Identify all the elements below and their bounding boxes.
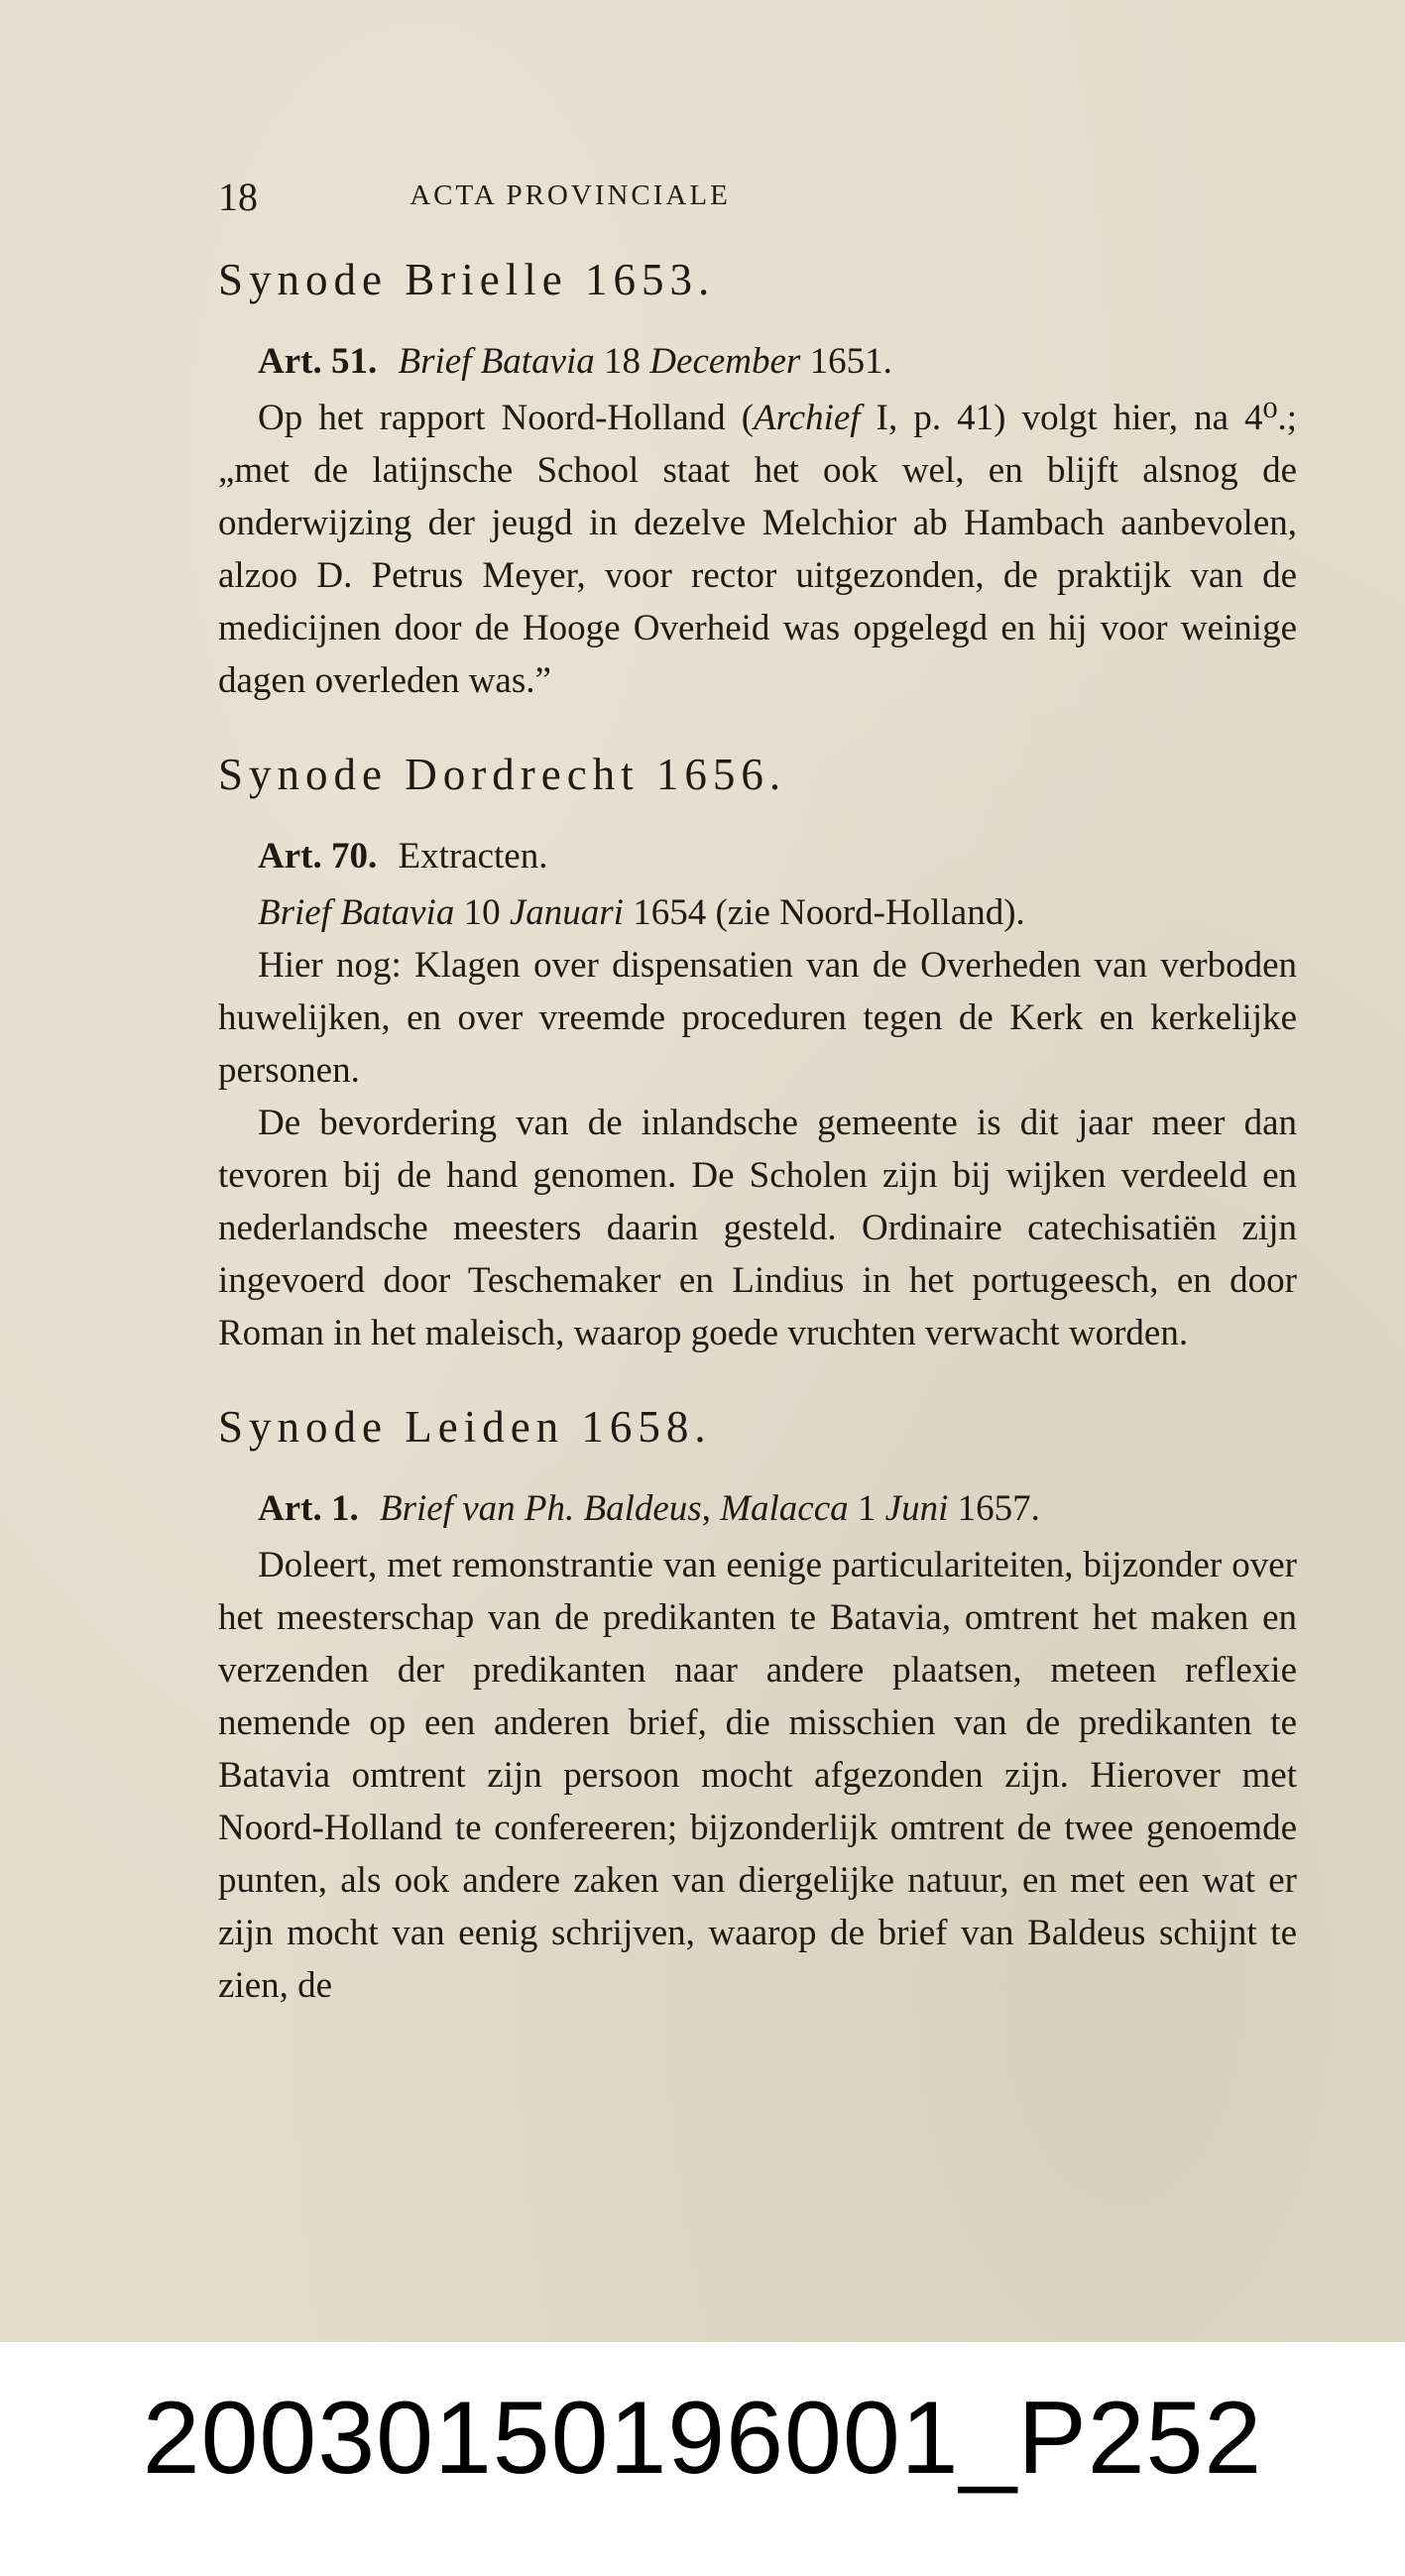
article-letter-author: Brief van Ph. Baldeus — [379, 1487, 702, 1529]
synod-heading: Synode Brielle 1653. — [218, 255, 716, 304]
letter-reference-month: Januari — [509, 892, 624, 934]
running-head: ACTA PROVINCIALE — [410, 179, 731, 211]
article-number: Art. 70. — [258, 835, 378, 877]
paragraph-text-start: Op het rapport Noord-Holland ( — [258, 398, 755, 439]
article-separator: , — [701, 1487, 721, 1529]
scan-identifier-label: 20030150196001_P252 — [142, 2381, 1263, 2496]
paragraph-text-rest: I, p. 41) volgt hier, na 4⁰.; „met de latijnsche School staat het ook wel, en blijft alsnog de onderwijzing der jeugd in dezelve Melchior ab Hambach aanbevolen, alzoo D. Petrus Meyer, voor rector uitgezonden, de praktijk van de medicijnen door de Hooge Overheid was opgelegd en hij voor weinige dagen overleden was.” — [218, 398, 1297, 702]
article-letter-title: Brief Batavia — [398, 340, 595, 382]
letter-reference — [258, 886, 1297, 939]
article-paragraph: Doleert, met remonstrantie van eenige particulariteiten, bijzonder over het meesterschap van de predikanten te Batavia, omtrent het maken en verzenden der predikanten naar andere plaatsen, meteen reflexie nemende op een anderen brief, die misschien van de predikanten te Batavia omtrent zijn persoon mocht afgezonden zijn. Hierover met Noord-Holland te confereeren; bijzonderlijk omtrent de twee genoemde punten, als ook andere zaken van diergelijke natuur, en met een wat er zijn mocht van eenig schrijven, waarop de brief van Baldeus schijnt te zien, de — [218, 1545, 1297, 2007]
paragraph-archive-ref: Archief — [754, 398, 861, 439]
article-paragraph — [218, 392, 1297, 707]
article-paragraph: Hier nog: Klagen over dispensatien van de Overheden van verboden huwelijken, en over vreemde proceduren tegen de Kerk en kerkelijke personen. — [218, 945, 1297, 1092]
article-title — [258, 1482, 1297, 1536]
article-day: 1 — [848, 1487, 885, 1529]
article-title-text: Extracten. — [398, 835, 548, 877]
article-number: Art. 51. — [258, 340, 378, 382]
article-month: Juni — [884, 1487, 949, 1529]
article-paragraph: De bevordering van de inlandsche gemeente is dit jaar meer dan tevoren bij de hand genomen. De Scholen zijn bij wijken verdeeld en nederlandsche meesters daarin gesteld. Ordinaire catechisatiën zijn ingevoerd door Teschemaker en Lindius in het portugeesch, en door Roman in het maleisch, waarop goede vruchten verwacht worden. — [218, 1103, 1297, 1354]
synod-heading: Synode Dordrecht 1656. — [218, 750, 787, 800]
section-synode-brielle — [218, 256, 1297, 707]
letter-reference-day: 10 — [454, 892, 510, 934]
article-place: Malacca — [720, 1487, 849, 1529]
letter-reference-title: Brief Batavia — [258, 892, 455, 934]
article-year: 1651. — [800, 340, 892, 382]
article-number: Art. 1. — [258, 1487, 359, 1529]
section-synode-dordrecht — [218, 751, 1297, 1359]
article-year: 1657. — [948, 1487, 1040, 1529]
synod-heading: Synode Leiden 1658. — [218, 1402, 712, 1453]
page-header — [218, 174, 922, 223]
article-title — [258, 335, 1297, 389]
article-day: 18 — [594, 340, 650, 382]
letter-reference-rest: 1654 (zie Noord-Holland). — [623, 892, 1025, 934]
article-title — [258, 830, 1297, 883]
section-synode-leiden — [218, 1403, 1297, 2012]
page-number: 18 — [218, 175, 258, 219]
page-body — [218, 256, 1297, 2055]
article-month: December — [649, 340, 801, 382]
